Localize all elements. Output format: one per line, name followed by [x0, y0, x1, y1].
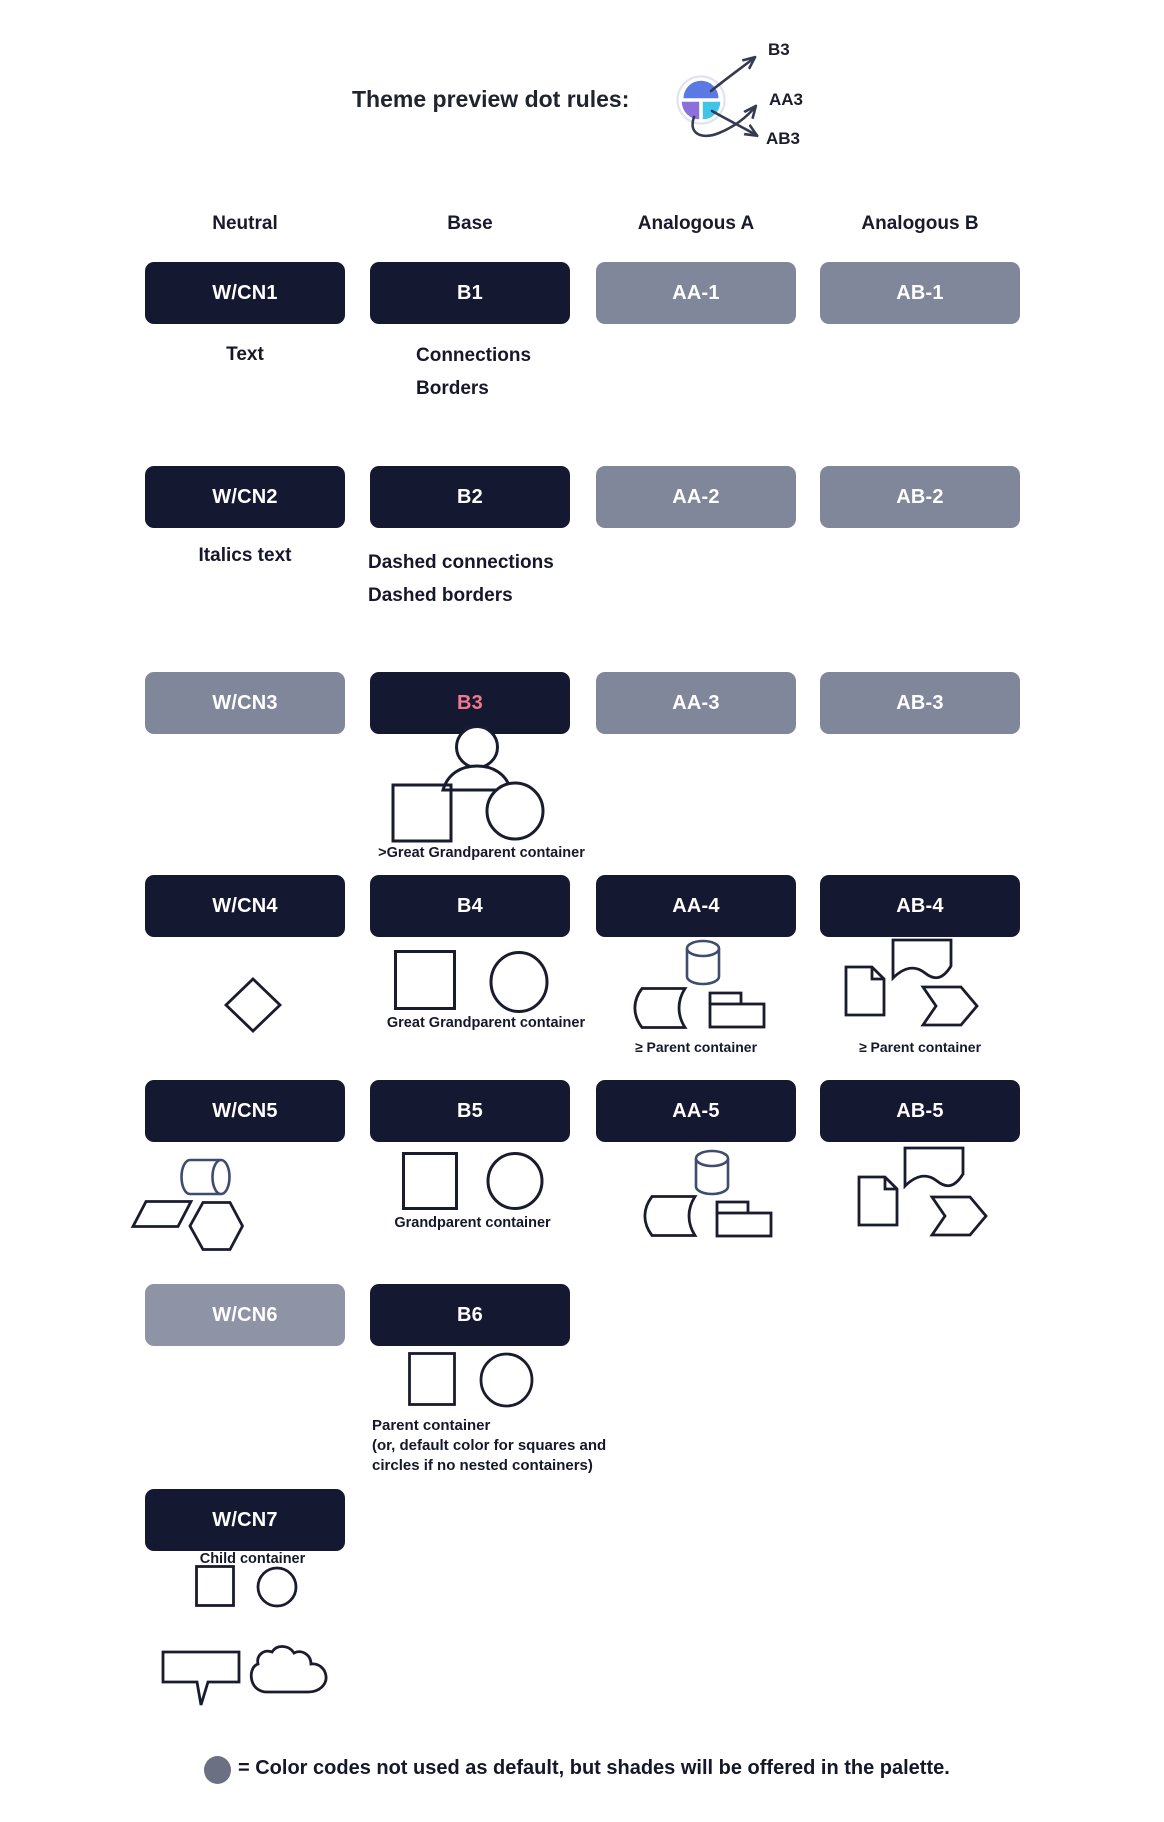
annotation-dashed-borders: Dashed borders	[368, 585, 513, 606]
wcn5-parallelogram-shape	[130, 1199, 194, 1229]
swatch-ab5[interactable]: AB-5	[820, 1080, 1020, 1142]
swatch-wcn7[interactable]: W/CN7	[145, 1489, 345, 1551]
b6-square-shape	[408, 1352, 456, 1406]
swatch-wcn4[interactable]: W/CN4	[145, 875, 345, 937]
swatch-wcn2[interactable]: W/CN2	[145, 466, 345, 528]
column-header-analogous-b: Analogous B	[861, 213, 979, 234]
annotation-borders: Borders	[416, 378, 489, 399]
swatch-b1[interactable]: B1	[370, 262, 570, 324]
annotation-child-container: Child container	[199, 1551, 306, 1567]
swatch-aa3[interactable]: AA-3	[596, 672, 796, 734]
wcn7-circle-shape	[256, 1566, 298, 1608]
annotation-italics-text: Italics text	[198, 545, 292, 566]
column-header-analogous-a: Analogous A	[637, 213, 755, 234]
swatch-b6[interactable]: B6	[370, 1284, 570, 1346]
square-shape	[393, 785, 451, 841]
aa5-cylinder-shape	[693, 1148, 731, 1196]
ab5-chevron-shape	[929, 1194, 989, 1238]
annotation-parent-container-ab: ≥ Parent container	[858, 1039, 982, 1055]
swatch-b2[interactable]: B2	[370, 466, 570, 528]
aa5-stored-data-shape	[640, 1194, 698, 1238]
diamond-shape	[223, 977, 283, 1033]
swatch-wcn6[interactable]: W/CN6	[145, 1284, 345, 1346]
ab4-document-shape	[843, 964, 887, 1018]
legend-text: = Color codes not used as default, but shades will be offered in the palette.	[238, 1757, 950, 1779]
circle-shape	[487, 783, 543, 839]
annotation-parent-line2: (or, default color for squares and	[372, 1437, 607, 1454]
legend-dot-icon	[204, 1756, 231, 1784]
aa4-cylinder-shape	[684, 938, 722, 986]
wcn7-square-shape	[195, 1565, 235, 1607]
ab4-wavy-document-shape	[890, 937, 954, 983]
arrow-to-b3	[711, 58, 754, 91]
annotation-great-grandparent: Great Grandparent container	[386, 1015, 586, 1031]
speech-bubble-shape	[160, 1649, 242, 1709]
dot-label-aa3: AA3	[769, 90, 804, 109]
aa5-folder-shape	[714, 1199, 774, 1239]
aa4-stored-data-shape	[630, 986, 688, 1030]
swatch-aa2[interactable]: AA-2	[596, 466, 796, 528]
swatch-wcn1[interactable]: W/CN1	[145, 262, 345, 324]
ab5-document-shape	[856, 1174, 900, 1228]
page-title: Theme preview dot rules:	[352, 86, 630, 112]
dot-label-b3: B3	[768, 40, 790, 59]
cloud-shape	[248, 1642, 330, 1696]
ab5-wavy-document-shape	[902, 1145, 966, 1191]
swatch-ab3[interactable]: AB-3	[820, 672, 1020, 734]
annotation-connections: Connections	[416, 345, 532, 366]
swatch-ab1[interactable]: AB-1	[820, 262, 1020, 324]
person-icon	[457, 727, 498, 768]
annotation-parent-container-aa: ≥ Parent container	[634, 1039, 758, 1055]
aa4-folder-shape	[707, 990, 767, 1030]
swatch-ab2[interactable]: AB-2	[820, 466, 1020, 528]
column-header-base: Base	[447, 213, 493, 234]
swatch-wcn5[interactable]: W/CN5	[145, 1080, 345, 1142]
ab4-chevron-shape	[920, 984, 980, 1028]
swatch-b3[interactable]: B3	[370, 672, 570, 734]
wcn5-hexagon-shape	[187, 1200, 245, 1252]
b5-square-shape	[402, 1152, 458, 1210]
b6-circle-shape	[479, 1352, 534, 1408]
swatch-ab4[interactable]: AB-4	[820, 875, 1020, 937]
swatch-aa1[interactable]: AA-1	[596, 262, 796, 324]
annotation-great-grandparent-gt: >Great Grandparent container	[378, 845, 585, 861]
annotation-parent-line1: Parent container	[372, 1417, 491, 1434]
annotation-parent-line3: circles if no nested containers)	[372, 1457, 593, 1474]
annotation-dashed-connections: Dashed connections	[368, 552, 554, 573]
annotation-grandparent: Grandparent container	[394, 1215, 551, 1231]
swatch-wcn3[interactable]: W/CN3	[145, 672, 345, 734]
column-header-neutral: Neutral	[212, 213, 278, 234]
annotation-text: Text	[226, 344, 264, 365]
b4-circle-shape	[489, 951, 549, 1013]
b5-circle-shape	[486, 1152, 544, 1210]
swatch-b5[interactable]: B5	[370, 1080, 570, 1142]
swatch-aa5[interactable]: AA-5	[596, 1080, 796, 1142]
wcn5-cylinder-horizontal-shape	[180, 1157, 232, 1197]
swatch-b4[interactable]: B4	[370, 875, 570, 937]
swatch-aa4[interactable]: AA-4	[596, 875, 796, 937]
b4-square-shape	[394, 950, 456, 1010]
dot-label-ab3: AB3	[766, 129, 801, 148]
b3-shape-group	[378, 727, 588, 849]
